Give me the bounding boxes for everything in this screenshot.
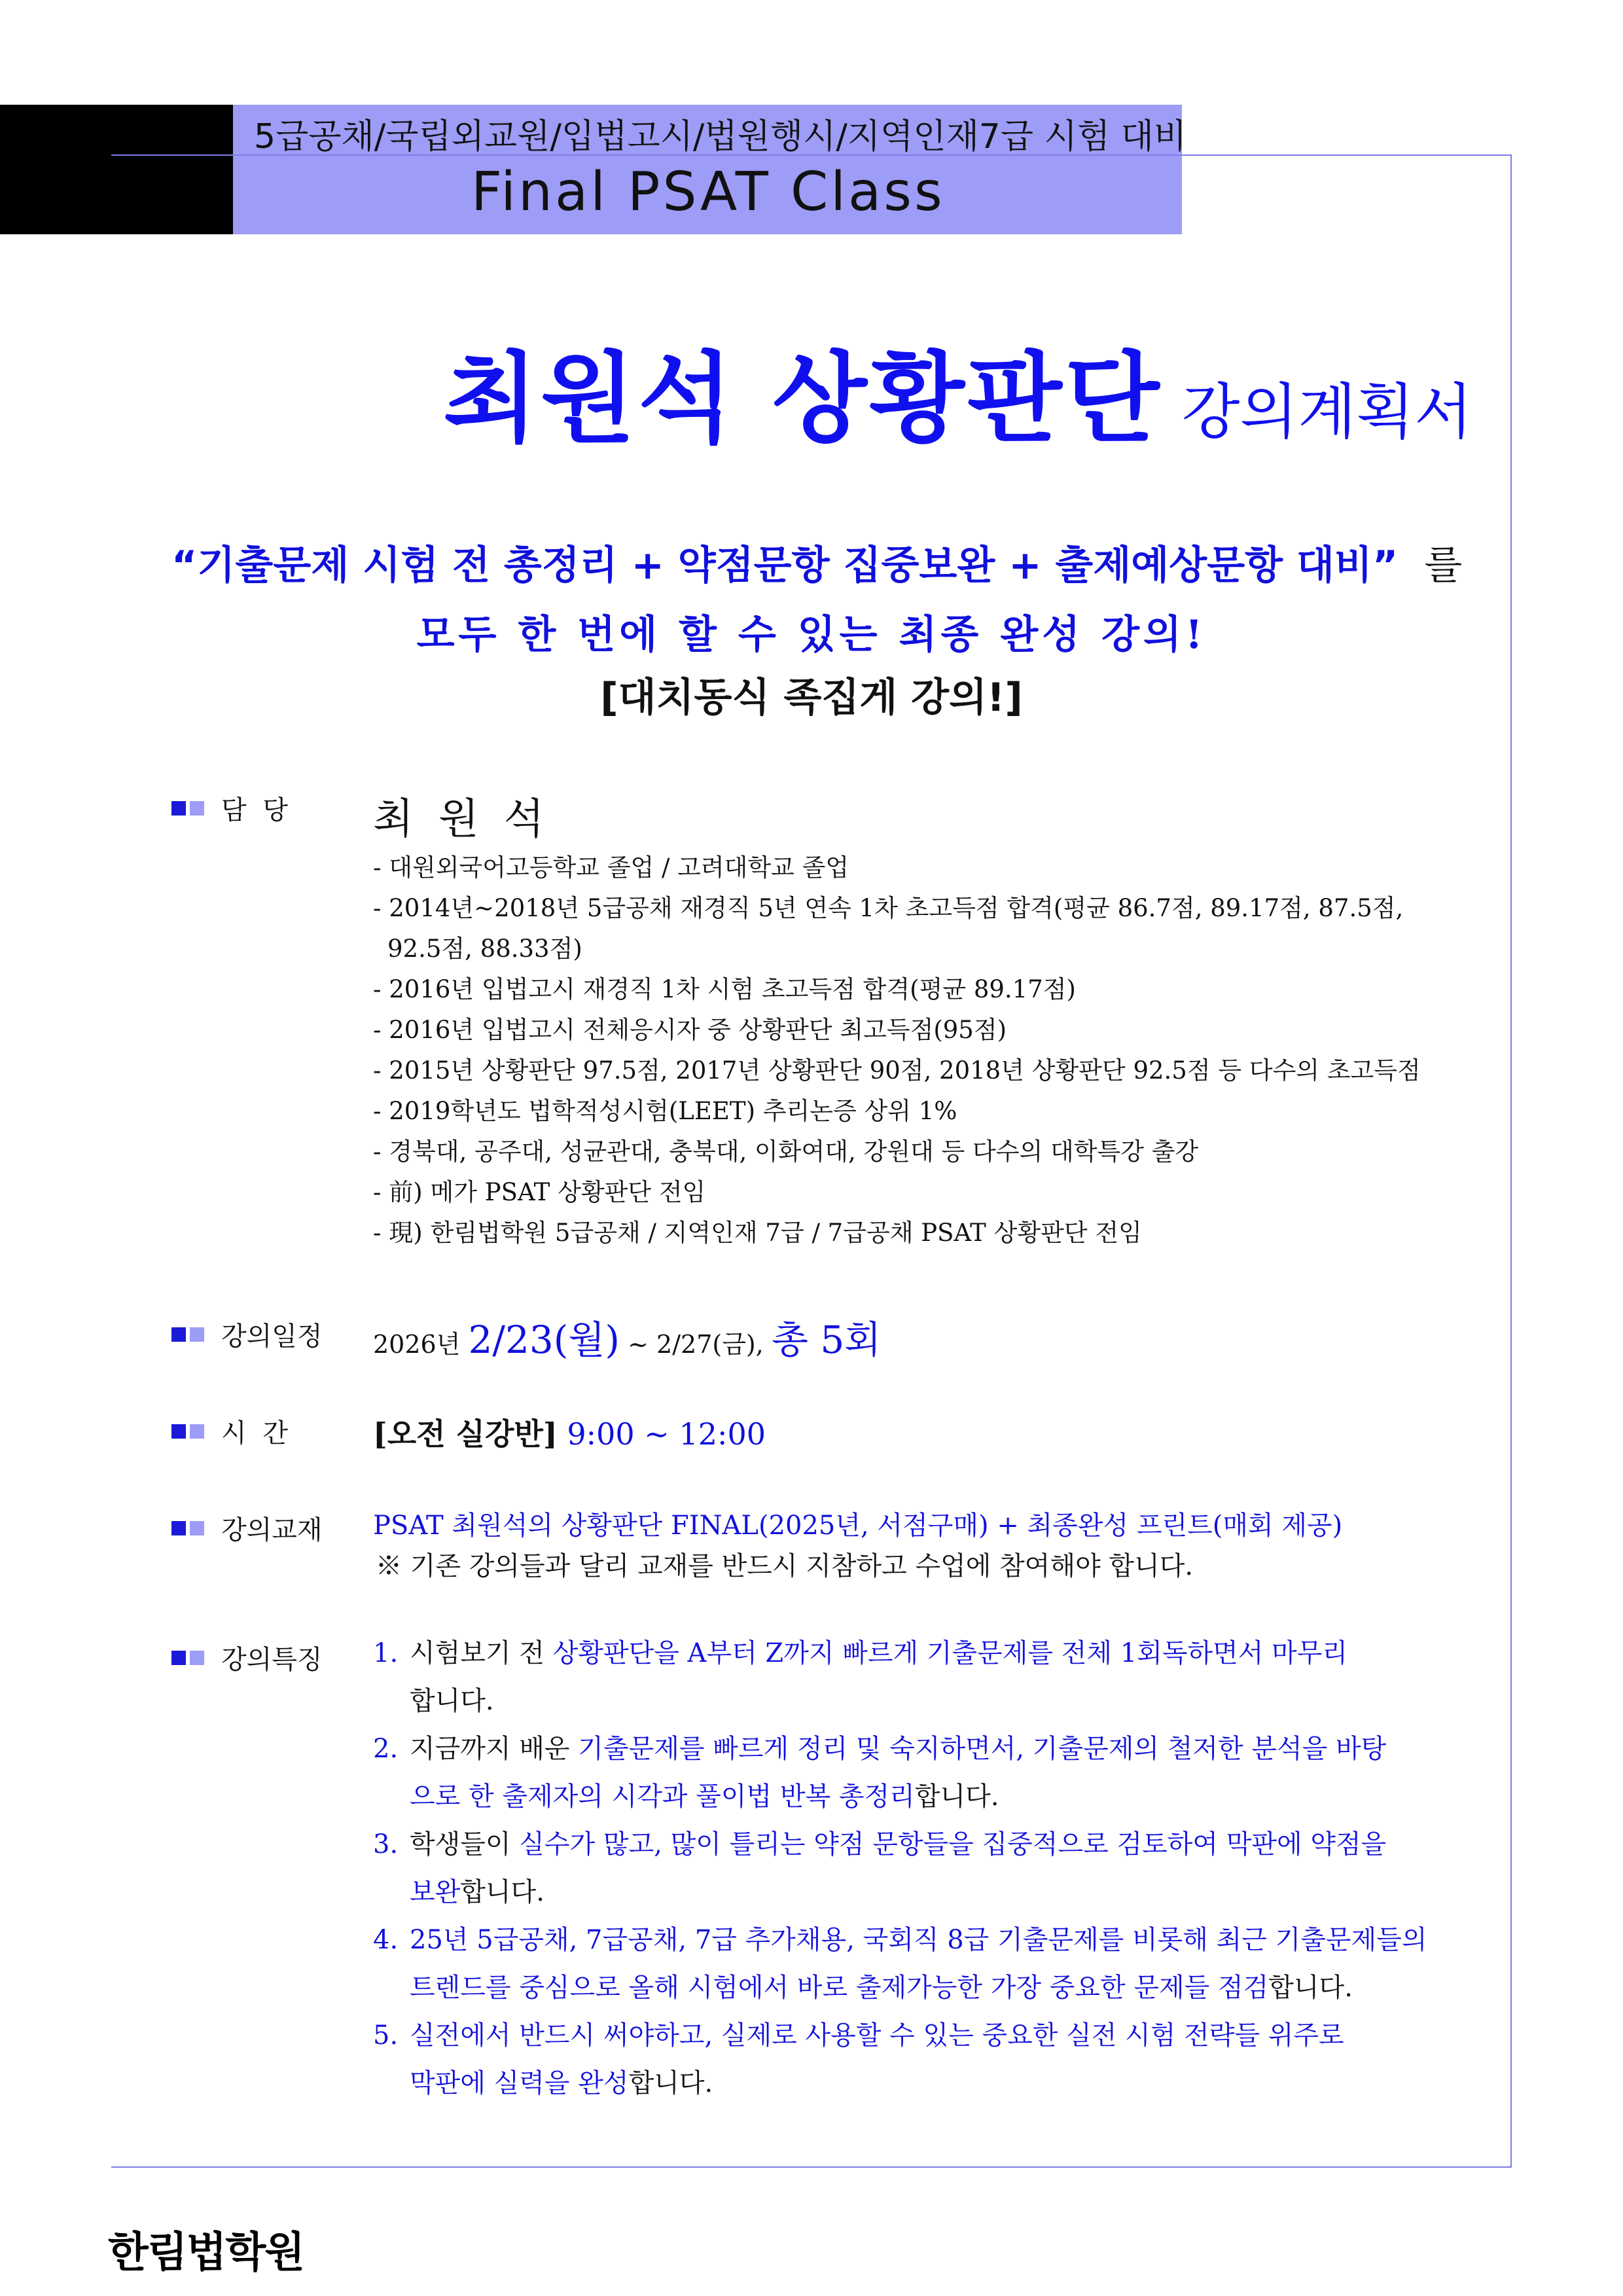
feature-text-end: 합니다. <box>628 2068 713 2098</box>
feature-item <box>373 2012 1459 2108</box>
time-range: 9:00 ~ 12:00 <box>567 1416 766 1452</box>
title-sub: 강의계획서 <box>1181 377 1472 447</box>
career-item: - 2014년~2018년 5급공채 재경직 5년 연속 1차 초고득점 합격(평균 86.7점, 89.17점, 87.5점, <box>373 894 1404 922</box>
slogan-line-1-tail: 를 <box>1424 543 1463 588</box>
schedule-bullet-icon <box>171 1327 204 1342</box>
feature-highlight: 상황판단을 A부터 Z까지 빠르게 기출문제를 전체 1회독하면서 마무리 <box>552 1638 1348 1668</box>
time-label: 시 간 <box>221 1418 292 1448</box>
feature-highlight-cont: 으로 한 출제자의 시각과 풀이법 반복 총정리 <box>410 1782 915 1812</box>
feature-highlight-cont: 막판에 실력을 완성 <box>410 2068 629 2098</box>
slogan-line-3: [대치동식 족집게 강의!] <box>600 675 1023 721</box>
textbook-bullet-icon <box>171 1521 204 1535</box>
features-list <box>373 1630 1459 2108</box>
textbook-value <box>373 1505 1342 1587</box>
career-item: - 경북대, 공주대, 성균관대, 충북대, 이화여대, 강원대 등 다수의 대학특강 출강 <box>373 1138 1199 1166</box>
features-bullet-icon <box>171 1651 204 1665</box>
teacher-name: 최원석 <box>373 795 569 844</box>
career-item: - 2019학년도 법학적성시험(LEET) 추리논증 상위 1% <box>373 1097 957 1125</box>
feature-item <box>373 1821 1459 1916</box>
feature-number: 4. <box>373 1925 399 1955</box>
career-item: - 2016년 입법고시 전체응시자 중 상황판단 최고득점(95점) <box>373 1016 1007 1044</box>
schedule-end: ~ 2/27(금), <box>628 1330 764 1359</box>
time-session: [오전 실강반] <box>373 1416 558 1452</box>
feature-text: 학생들이 <box>410 1829 520 1859</box>
career-item: - 대원외국어고등학교 졸업 / 고려대학교 졸업 <box>373 853 849 882</box>
career-item: - 2015년 상황판단 97.5점, 2017년 상황판단 90점, 2018년 상황판단 92.5점 등 다수의 초고득점 <box>373 1056 1421 1085</box>
class-name: Final PSAT Class <box>471 161 945 223</box>
feature-highlight: 기출문제를 빠르게 정리 및 숙지하면서, 기출문제의 철저한 분석을 바탕 <box>578 1734 1387 1764</box>
feature-number: 3. <box>373 1829 399 1859</box>
schedule-total: 총 5회 <box>771 1318 882 1362</box>
feature-text-end: 합니다. <box>1268 1973 1353 2003</box>
feature-text-end: 합니다. <box>460 1877 544 1907</box>
slogan-line-1-text: “기출문제 시험 전 총정리 + 약점문항 집중보완 + 출제예상문항 대비” <box>171 543 1399 588</box>
career-item: 92.5점, 88.33점) <box>387 935 582 963</box>
schedule-year: 2026년 <box>373 1330 461 1359</box>
feature-item <box>373 1630 1459 1725</box>
feature-highlight: 실수가 많고, 많이 틀리는 약점 문항들을 집중적으로 검토하여 막판에 약점을 <box>519 1829 1387 1859</box>
time-bullet-icon <box>171 1424 204 1439</box>
feature-text: 시험보기 전 <box>410 1638 553 1668</box>
feature-text-end: 합니다. <box>410 1686 494 1716</box>
textbook-label: 강의교재 <box>221 1515 323 1545</box>
academy-logo: 한림법학원 <box>108 2229 304 2277</box>
schedule-start: 2/23(월) <box>468 1318 620 1362</box>
feature-text-end: 합니다. <box>914 1782 999 1812</box>
feature-text: 지금까지 배운 <box>410 1734 579 1764</box>
teacher-bullet-icon <box>171 801 204 816</box>
feature-number: 2. <box>373 1734 399 1764</box>
career-item: - 前) 메가 PSAT 상황판단 전임 <box>373 1178 706 1206</box>
schedule-value <box>373 1309 881 1364</box>
career-item: - 2016년 입법고시 재경직 1차 시험 초고득점 합격(평균 89.17점) <box>373 975 1076 1003</box>
page-title <box>443 319 1472 461</box>
features-label: 강의특징 <box>221 1645 323 1675</box>
slogan-line-2: 모두 한 번에 할 수 있는 최종 완성 강의! <box>416 612 1207 658</box>
feature-highlight: 25년 5급공채, 7급공채, 7급 추가채용, 국회직 8급 기출문제를 비롯해 최근 기출문제들의 <box>410 1925 1427 1955</box>
textbook-note: ※ 기존 강의들과 달리 교재를 반드시 지참하고 수업에 참여해야 합니다. <box>376 1551 1194 1581</box>
career-item: - 現) 한림법학원 5급공채 / 지역인재 7급 / 7급공채 PSAT 상황판단 전임 <box>373 1219 1142 1247</box>
textbook-title: PSAT 최원석의 상황판단 FINAL(2025년, 서점구매) + 최종완성 프린트(매회 제공) <box>373 1511 1343 1541</box>
feature-item <box>373 1725 1459 1821</box>
feature-number: 1. <box>373 1638 399 1668</box>
time-value <box>373 1410 766 1454</box>
feature-highlight-cont: 트렌드를 중심으로 올해 시험에서 바로 출제가능한 가장 중요한 문제들 점검 <box>410 1973 1269 2003</box>
title-main: 최원석 상황판단 <box>443 342 1162 456</box>
exam-target-line: 5급공채/국립외교원/입법고시/법원행시/지역인재7급 시험 대비 <box>254 117 1187 156</box>
slogan-line-1 <box>171 534 1462 590</box>
schedule-label: 강의일정 <box>221 1321 323 1352</box>
teacher-label: 담 당 <box>221 795 292 825</box>
feature-item <box>373 1916 1459 2012</box>
teacher-career-list <box>373 848 1459 1253</box>
feature-highlight: 실전에서 반드시 써야하고, 실제로 사용할 수 있는 중요한 실전 시험 전략들 위주로 <box>410 2020 1344 2051</box>
feature-number: 5. <box>373 2020 399 2051</box>
feature-highlight-cont: 보완 <box>410 1877 461 1907</box>
